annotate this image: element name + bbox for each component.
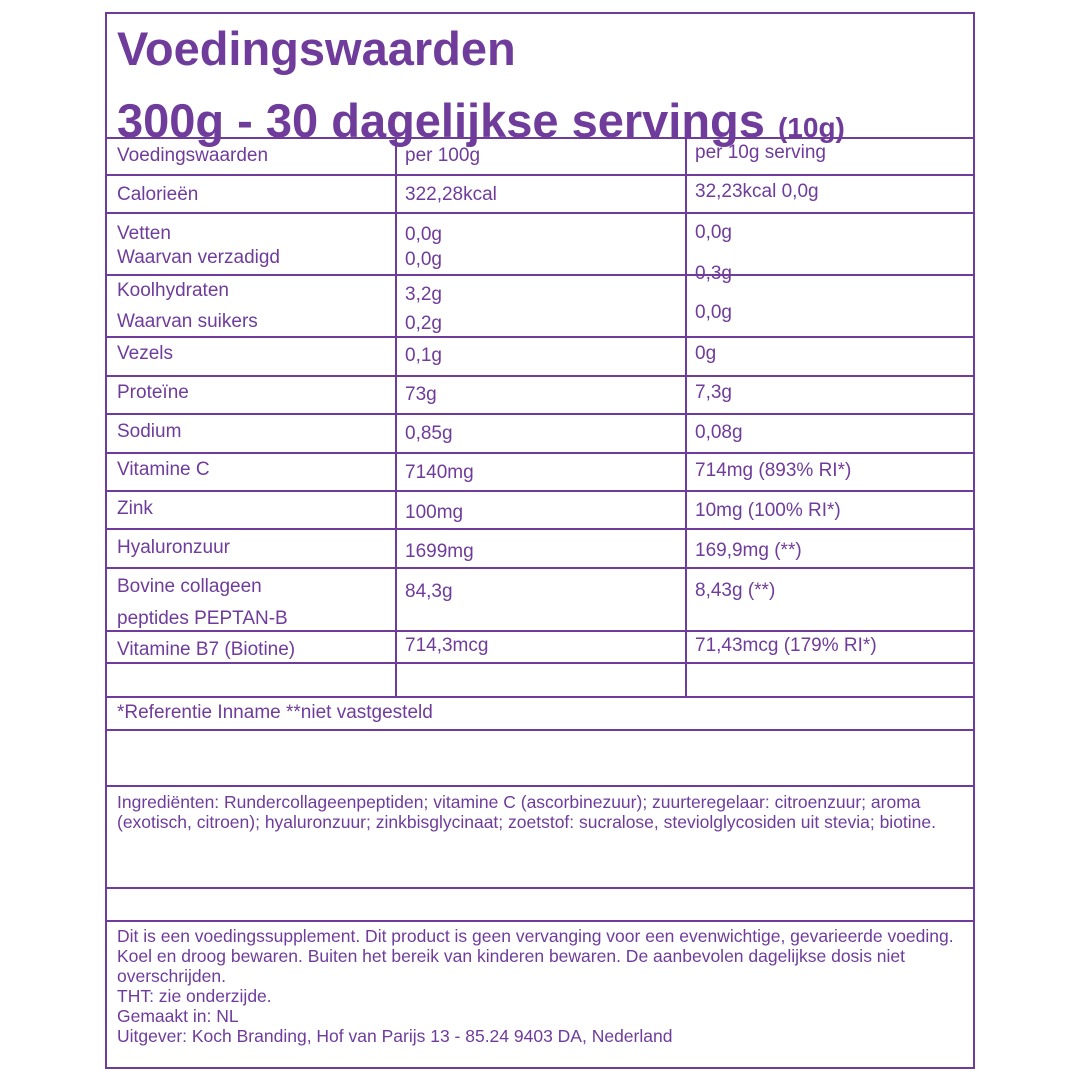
- header-per-serving: per 10g serving: [695, 142, 826, 163]
- divider: [107, 920, 973, 922]
- row-value-per-serving: 0,0g: [695, 222, 732, 243]
- row-label: Bovine collageen: [117, 576, 262, 597]
- divider: [107, 729, 973, 731]
- subtitle-main: 300g - 30 dagelijkse servings: [117, 94, 765, 147]
- divider: [107, 490, 973, 492]
- made-in: Gemaakt in: NL: [117, 1006, 239, 1026]
- row-subvalue-per-100g: 0,2g: [405, 313, 442, 334]
- row-sublabel: Waarvan suikers: [117, 311, 258, 332]
- row-value-per-100g: 73g: [405, 384, 437, 405]
- row-value-per-serving: 8,43g (**): [695, 580, 776, 601]
- row-label: Vitamine C: [117, 459, 210, 480]
- row-label: Vetten: [117, 223, 171, 244]
- row-value-per-100g: 100mg: [405, 502, 464, 523]
- best-before: THT: zie onderzijde.: [117, 986, 272, 1006]
- row-value-per-serving: 714mg (893% RI*): [695, 460, 852, 481]
- row-label: Sodium: [117, 421, 182, 442]
- column-divider: [395, 137, 397, 696]
- publisher: Uitgever: Koch Branding, Hof van Parijs 13 - 85.24 9403 DA, Nederland: [117, 1026, 673, 1046]
- row-value-per-serving: 32,23kcal 0,0g: [695, 181, 819, 202]
- row-value-per-100g: 0,1g: [405, 345, 442, 366]
- divider: [107, 630, 973, 632]
- ingredients: Ingrediënten: Rundercollageenpeptiden; vitamine C (ascorbinezuur); zuurteregelaar: citroenzuur; aroma (exotisch, citroen); hyaluronzuur; zinkbisglycinaat; zoetstof: sucralose, steviolglycosiden uit stevia; biotine.: [117, 792, 937, 832]
- row-value-per-serving: 0,0g: [695, 302, 732, 323]
- divider: [107, 887, 973, 889]
- divider: [107, 212, 973, 214]
- row-label: Koolhydraten: [117, 280, 229, 301]
- row-value-per-100g: 0,0g: [405, 224, 442, 245]
- column-divider: [685, 137, 687, 696]
- row-subvalue-per-serving: 0,3g: [695, 263, 732, 284]
- row-label: Proteïne: [117, 382, 189, 403]
- row-value-per-serving: 7,3g: [695, 382, 732, 403]
- divider: [107, 274, 973, 276]
- row-value-per-serving: 169,9mg (**): [695, 540, 802, 561]
- row-label-continued: peptides PEPTAN-B: [117, 608, 288, 629]
- divider: [107, 528, 973, 530]
- row-value-per-serving: 0,08g: [695, 422, 743, 443]
- row-label: Zink: [117, 498, 153, 519]
- row-label: Vezels: [117, 343, 173, 364]
- row-label: Vitamine B7 (Biotine): [117, 639, 296, 660]
- row-value-per-100g: 84,3g: [405, 581, 453, 602]
- row-subvalue-per-100g: 0,0g: [405, 249, 442, 270]
- row-value-per-100g: 0,85g: [405, 423, 453, 444]
- header-per-100g: per 100g: [405, 145, 481, 166]
- divider: [107, 785, 973, 787]
- row-value-per-100g: 714,3mcg: [405, 635, 489, 656]
- nutrition-label: [105, 12, 975, 1069]
- info-block: [117, 926, 963, 1046]
- divider: [107, 336, 973, 338]
- divider: [107, 452, 973, 454]
- row-value-per-serving: 71,43mcg (179% RI*): [695, 635, 877, 656]
- divider: [107, 375, 973, 377]
- subtitle-serving-size: (10g): [777, 112, 845, 143]
- divider: [107, 413, 973, 415]
- row-label: Hyaluronzuur: [117, 537, 230, 558]
- info-text: Dit is een voedingssupplement. Dit product is geen vervanging voor een evenwichtige, gevarieerde voeding. Koel en droog bewaren. Buiten het bereik van kinderen bewaren. De aanbevolen dagelijkse dosis niet overschrijden.: [117, 926, 954, 986]
- divider: [107, 174, 973, 176]
- row-value-per-100g: 1699mg: [405, 541, 474, 562]
- row-value-per-serving: 0g: [695, 343, 717, 364]
- row-value-per-100g: 3,2g: [405, 284, 442, 305]
- row-label: Calorieën: [117, 184, 199, 205]
- row-value-per-serving: 10mg (100% RI*): [695, 500, 841, 521]
- footnote: *Referentie Inname **niet vastgesteld: [117, 702, 433, 723]
- header-nutrient: Voedingswaarden: [117, 145, 269, 166]
- row-value-per-100g: 322,28kcal: [405, 184, 497, 205]
- row-value-per-100g: 7140mg: [405, 462, 474, 483]
- divider: [107, 696, 973, 698]
- label-title: Voedingswaarden: [117, 22, 516, 75]
- divider: [107, 567, 973, 569]
- divider: [107, 662, 973, 664]
- row-sublabel: Waarvan verzadigd: [117, 247, 280, 268]
- divider: [107, 137, 973, 139]
